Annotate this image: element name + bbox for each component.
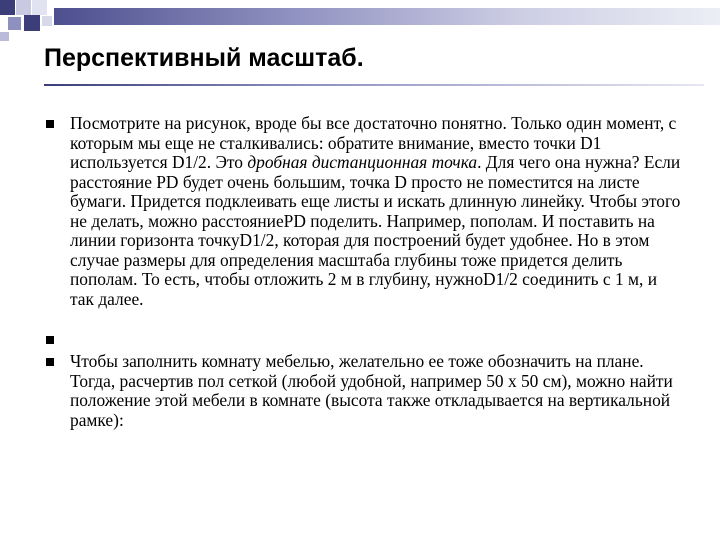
deco-square bbox=[42, 16, 52, 26]
slide-title-text: Перспективный масштаб bbox=[44, 44, 357, 72]
square-bullet-icon bbox=[46, 336, 54, 344]
bullet-paragraph bbox=[70, 114, 684, 309]
deco-square bbox=[16, 0, 31, 15]
deco-square bbox=[0, 32, 9, 41]
deco-square bbox=[8, 17, 21, 30]
bullet-item-empty bbox=[44, 330, 684, 352]
bullet-text: Посмотрите на рисунок, вроде бы все достаточно понятно. Только один момент, с которым мы еще не сталкивались: обратите внимание, вместо точки D1 используется D1/2. Это bbox=[70, 113, 677, 172]
header-gradient-bar bbox=[54, 8, 720, 25]
bullet-item bbox=[44, 352, 684, 430]
bullet-paragraph bbox=[70, 352, 684, 430]
bullet-text: Чтобы заполнить комнату мебелью, желательно ее тоже обозначить на плане. Тогда, расчертив пол сеткой (любой удобной, например 50 х 50 см), можно найти положение этой мебели в комнате (высота также откладывается на вертикальной рамке): bbox=[70, 351, 673, 430]
deco-square bbox=[0, 0, 15, 15]
square-bullet-icon bbox=[46, 120, 54, 128]
slide-content bbox=[44, 114, 684, 430]
deco-square bbox=[32, 0, 47, 15]
bullet-text-italic: дробная дистанционная точка bbox=[247, 152, 478, 172]
bullet-text: . Для чего она нужна? Если расстояние PD будет очень большим, точка D просто не поместится на листе бумаги. Придется подклеивать еще листы и искать длинную линейку. Чтобы этого не делать, можно расстояниеPD поделить. Например, пополам. И поставить на линии горизонта точкуD1/2, которая для построений будет удобнее. Но в этом случае размеры для определения масштаба глубины тоже придется делить пополам. То есть, чтобы отложить 2 м в глубину, нужноD1/2 соединить с 1 м, и так далее. bbox=[70, 152, 681, 309]
square-bullet-icon bbox=[46, 358, 54, 366]
slide-title bbox=[44, 44, 684, 73]
deco-square bbox=[24, 15, 40, 31]
title-underline bbox=[44, 84, 704, 86]
bullet-item bbox=[44, 114, 684, 330]
slide-title-period: . bbox=[356, 44, 364, 72]
